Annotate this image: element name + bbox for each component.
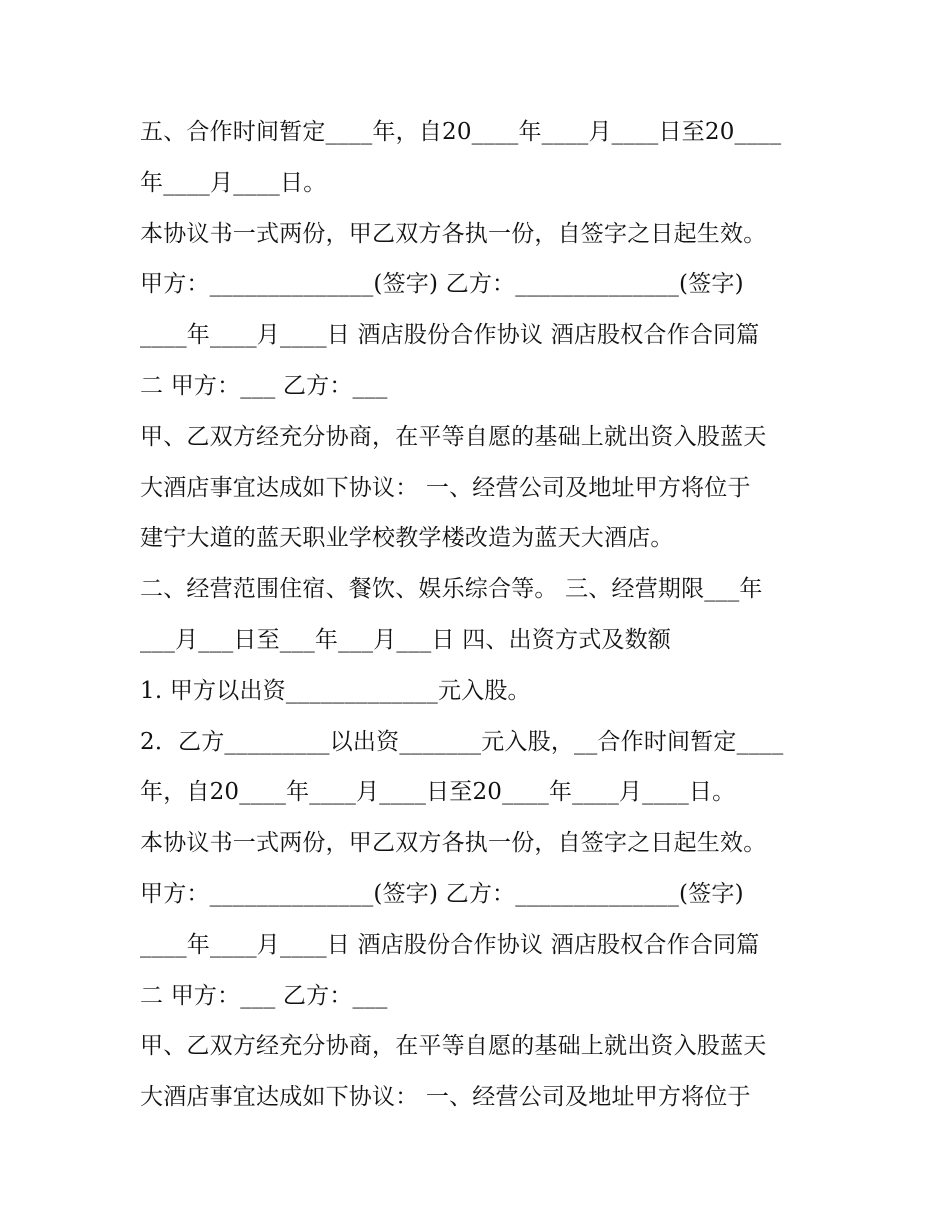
text-line: 甲方：______________(签字) 乙方：______________(签字): [140, 271, 744, 298]
text-line: 2．乙方_________以出资_______元入股，__合作时间暂定____: [140, 728, 784, 755]
text-line: 五、合作时间暂定____年，自20____年____月____日至20____: [140, 119, 782, 145]
text-line: 1. 甲方以出资_____________元入股。: [140, 677, 531, 704]
text-line: 建宁大道的蓝天职业学校教学楼改造为蓝天大酒店。: [140, 525, 674, 552]
text-line: 年____月____日。: [140, 169, 327, 196]
text-line: 二、经营范围住宿、餐饮、娱乐综合等。 三、经营期限___年: [140, 576, 763, 603]
text-line: 二 甲方：___ 乙方：___: [140, 982, 388, 1009]
text-line: ____年____月____日 酒店股份合作协议 酒店股权合作合同篇: [140, 322, 760, 349]
text-line: 甲方：______________(签字) 乙方：______________(签字): [140, 880, 744, 907]
text-line: 本协议书一式两份，甲乙双方各执一份，自签字之日起生效。: [140, 830, 767, 857]
document-body: [140, 107, 830, 1123]
text-line: 大酒店事宜达成如下协议： 一、经营公司及地址甲方将位于: [140, 474, 751, 501]
text-line: 年，自20____年____月____日至20____年____月____日。: [140, 779, 736, 806]
text-line: 本协议书一式两份，甲乙双方各执一份，自签字之日起生效。: [140, 220, 767, 247]
text-line: 大酒店事宜达成如下协议： 一、经营公司及地址甲方将位于: [140, 1084, 751, 1111]
text-line: 甲、乙双方经充分协商，在平等自愿的基础上就出资入股蓝天: [140, 1033, 767, 1060]
text-line: 二 甲方：___ 乙方：___: [140, 372, 388, 399]
text-line: ____年____月____日 酒店股份合作协议 酒店股权合作合同篇: [140, 931, 760, 958]
text-line: ___月___日至___年___月___日 四、出资方式及数额: [140, 626, 672, 653]
text-line: 甲、乙双方经充分协商，在平等自愿的基础上就出资入股蓝天: [140, 423, 767, 450]
